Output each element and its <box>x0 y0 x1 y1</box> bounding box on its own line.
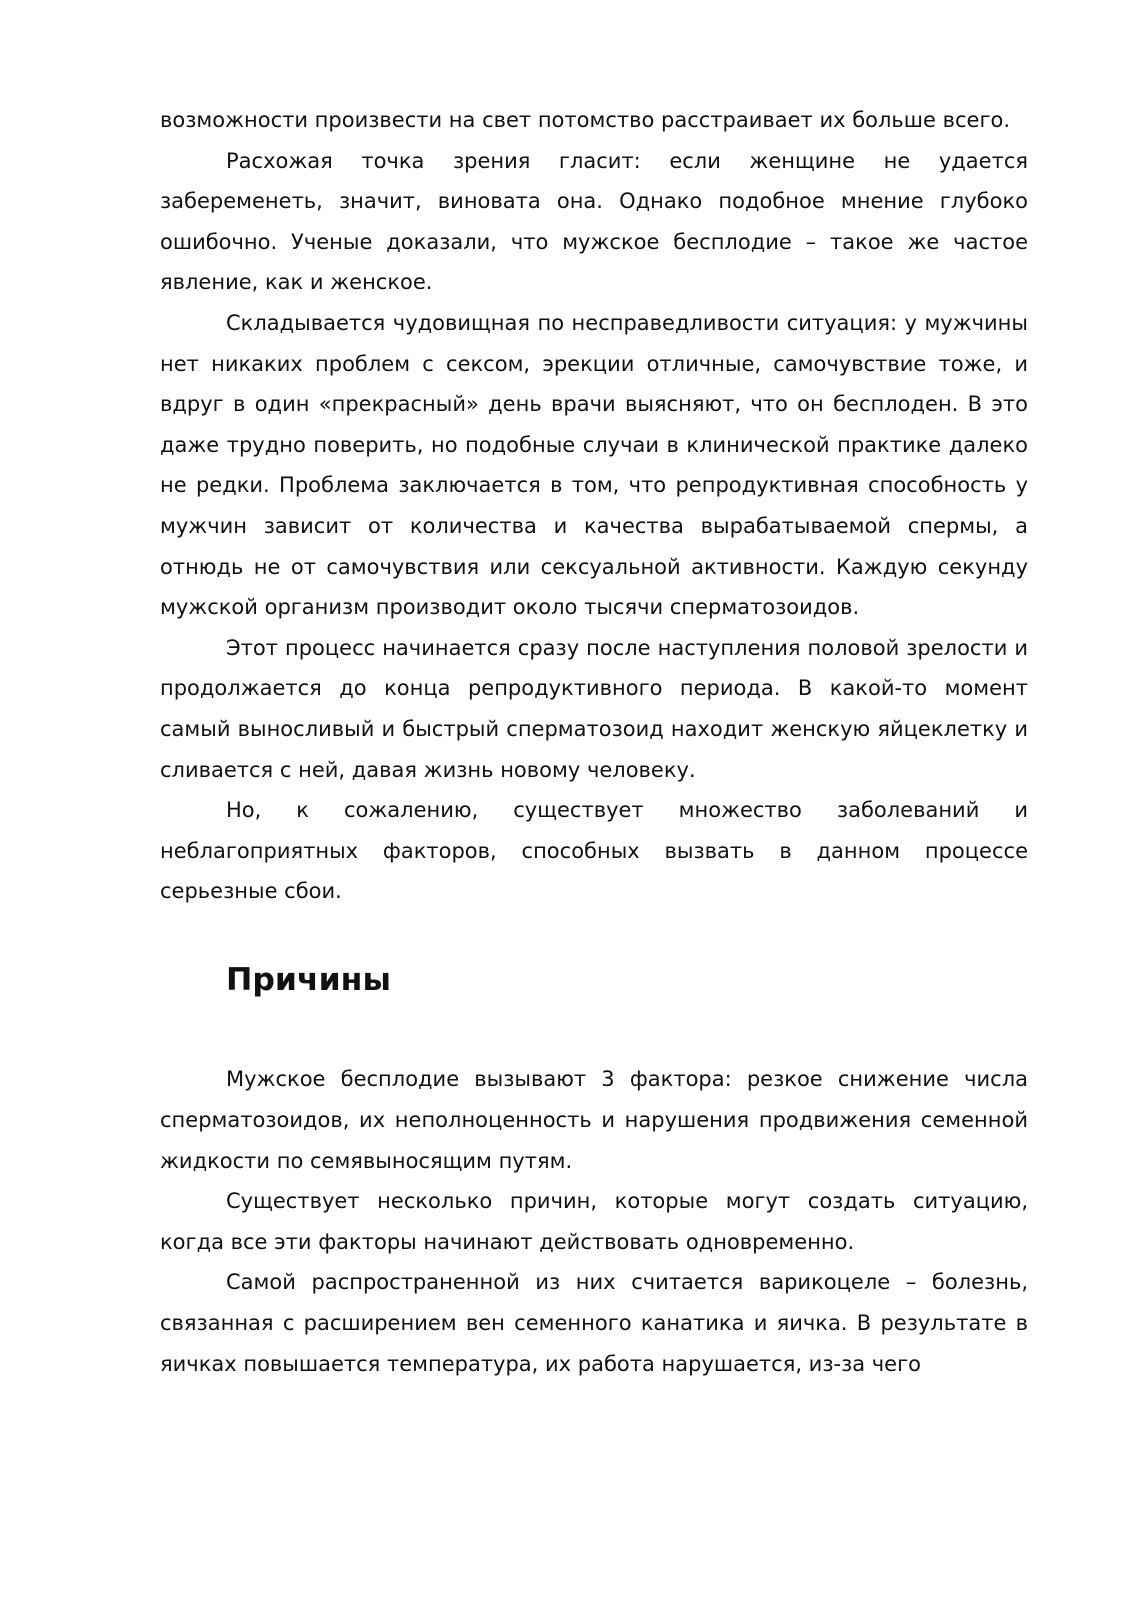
paragraph-continuation: возможности произвести на свет потомство расстраивает их больше всего. <box>160 108 1011 132</box>
paragraph: Существует несколько причин, которые могут создать ситуацию, когда все эти факторы начинают действовать одновременно. <box>160 1189 1028 1254</box>
paragraph: Но, к сожалению, существует множество заболеваний и неблагоприятных факторов, способных вызвать в данном процессе серьезные сбои. <box>160 798 1028 904</box>
paragraph: Мужское бесплодие вызывают 3 фактора: резкое снижение числа сперматозоидов, их неполноценность и нарушения продвижения семенной жидкости по семявыносящим путям. <box>160 1067 1028 1173</box>
section-heading: Причины <box>226 961 391 998</box>
paragraph: Этот процесс начинается сразу после наступления половой зрелости и продолжается до конца репродуктивного периода. В какой-то момент самый выносливый и быстрый сперматозоид находит женскую яйцеклетку и сливается с ней, давая жизнь новому человеку. <box>160 635 1028 782</box>
paragraph: Складывается чудовищная по несправедливости ситуация: у мужчины нет никаких проблем с сексом, эрекции отличные, самочувствие тоже, и вдруг в один «прекрасный» день врачи выясняют, что он бесплоден. В это даже трудно поверить, но подобные случаи в клинической практике далеко не редки. Проблема заключается в том, что репродуктивная способность у мужчин зависит от количества и качества вырабатываемой спермы, а отнюдь не от самочувствия или сексуальной активности. Каждую секунду мужской организм производит около тысячи сперматозоидов. <box>160 310 1028 620</box>
text-column <box>160 100 1028 1384</box>
paragraph: Расхожая точка зрения гласит: если женщине не удается забеременеть, значит, виновата она. Однако подобное мнение глубоко ошибочно. Ученые доказали, что мужское бесплодие – такое же частое явление, как и женское. <box>160 148 1028 295</box>
paragraph-truncated: Самой распространенной из них считается варикоцеле – болезнь, связанная с расширением вен семенного канатика и яичка. В результате в яичках повышается температура, их работа нарушается, из-за чего <box>160 1270 1028 1376</box>
